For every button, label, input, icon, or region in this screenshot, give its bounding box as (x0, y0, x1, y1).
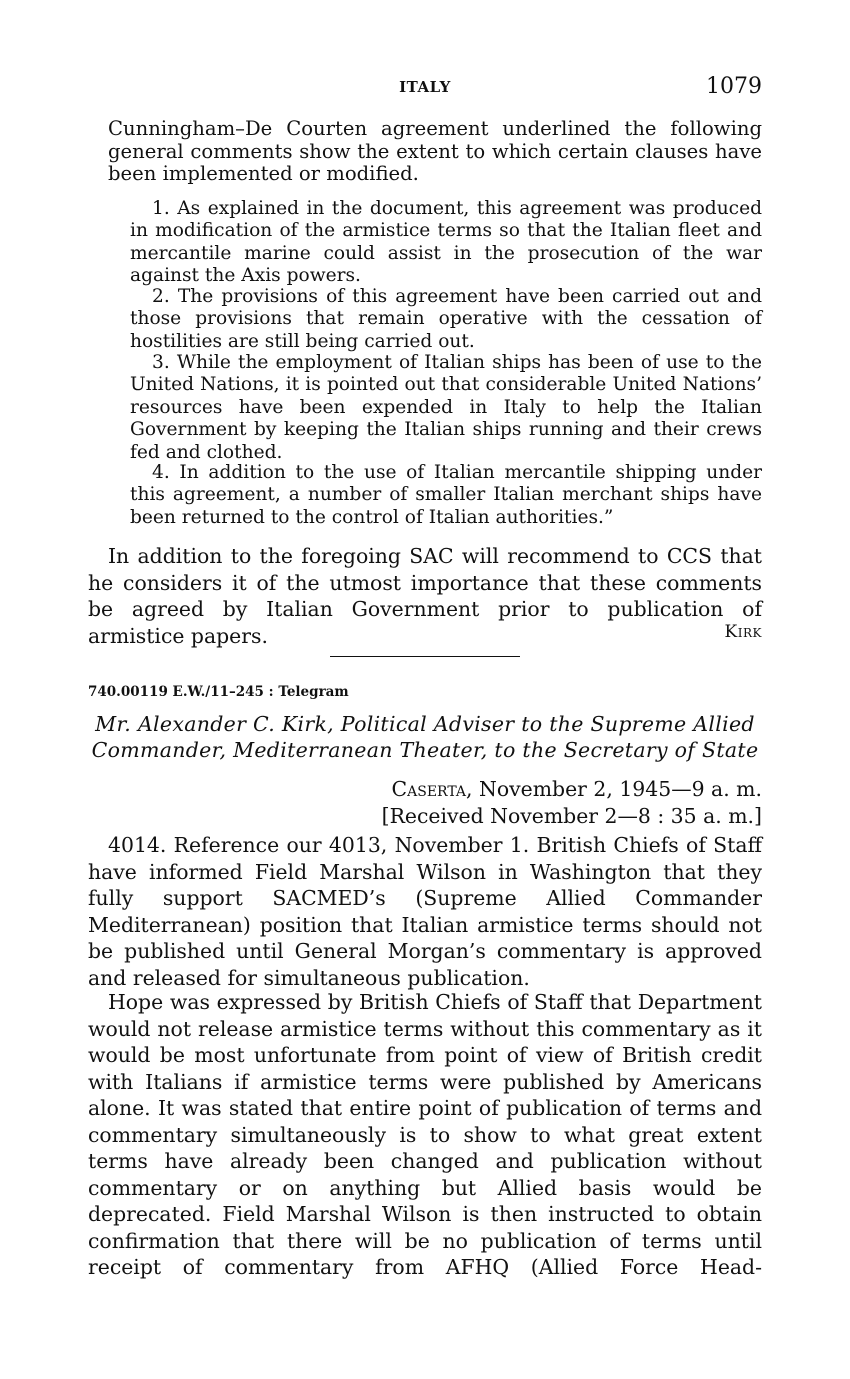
comment-item-4: 4. In addition to the use of Italian mercantile shipping under this agreement, a number of smaller Italian merchant ships have been returned to the control of Italian authorities.” (130, 462, 762, 528)
page-header (88, 74, 762, 104)
page-number: 1079 (706, 74, 762, 99)
file-reference: 740.00119 E.W./11–245 : Telegram (88, 684, 349, 700)
comment-item-3: 3. While the employment of Italian ships has been of use to the United Nations, it is pointed out that considerable United Nations’ resources have been expended in Italy to help the Italian Government by keeping the Italian ships running and their crews fed and clothed. (130, 352, 762, 463)
dateline-place: Caserta (391, 777, 467, 801)
comment-item-1: 1. As explained in the document, this agreement was produced in modification of the armistice terms so that the Italian fleet and mercantile marine could assist in the prosecution of the war against the Axis powers. (130, 198, 762, 287)
document-title: Mr. Alexander C. Kirk, Political Adviser to the Supreme Allied Commander, Mediterranean Theater, to the Secretary of State (91, 712, 759, 762)
telegram-paragraph-1: 4014. Reference our 4013, November 1. British Chiefs of Staff have informed Field Marshal Wilson in Washington that they fully support SACMED’s (Supreme Allied Commander Mediterranean) position that Italian armistice terms should not be published until General Morgan’s commentary is approved and released for simultaneous publication. (88, 833, 762, 990)
closing-paragraph: In addition to the foregoing SAC will recommend to CCS that he considers it of the utmost importance that these comments be agreed by Italian Government prior to publication of armistice papers. (88, 544, 762, 648)
received-line: [Received November 2—8 : 35 a. m.] (381, 804, 762, 828)
running-head: ITALY (399, 78, 451, 96)
dateline (392, 776, 762, 802)
telegram-paragraph-2: Hope was expressed by British Chiefs of Staff that Department would not release armistice terms without this commentary as it would be most unfortunate from point of view of British credit with Italians if armistice terms were published by Americans alone. It was stated that entire point of publication of terms and commentary simultaneously is to show to what great extent terms have already been changed and publication without commentary or on anything but Allied basis would be deprecated. Field Marshal Wilson is then instructed to obtain confirmation that there will be no publication of terms until receipt of commentary from AFHQ (Allied Force Head- (88, 990, 762, 1279)
dateline-date: , November 2, 1945—9 a. m. (466, 777, 762, 801)
intro-paragraph: Cunningham–De Courten agreement underlined the following general comments show the extent to which certain clauses have been implemented or modified. (108, 117, 762, 186)
section-divider (330, 656, 520, 657)
comment-item-2: 2. The provisions of this agreement have been carried out and those provisions that remain operative with the cessation of hostilities are still being carried out. (130, 286, 762, 352)
signature: Kirk (724, 622, 762, 642)
